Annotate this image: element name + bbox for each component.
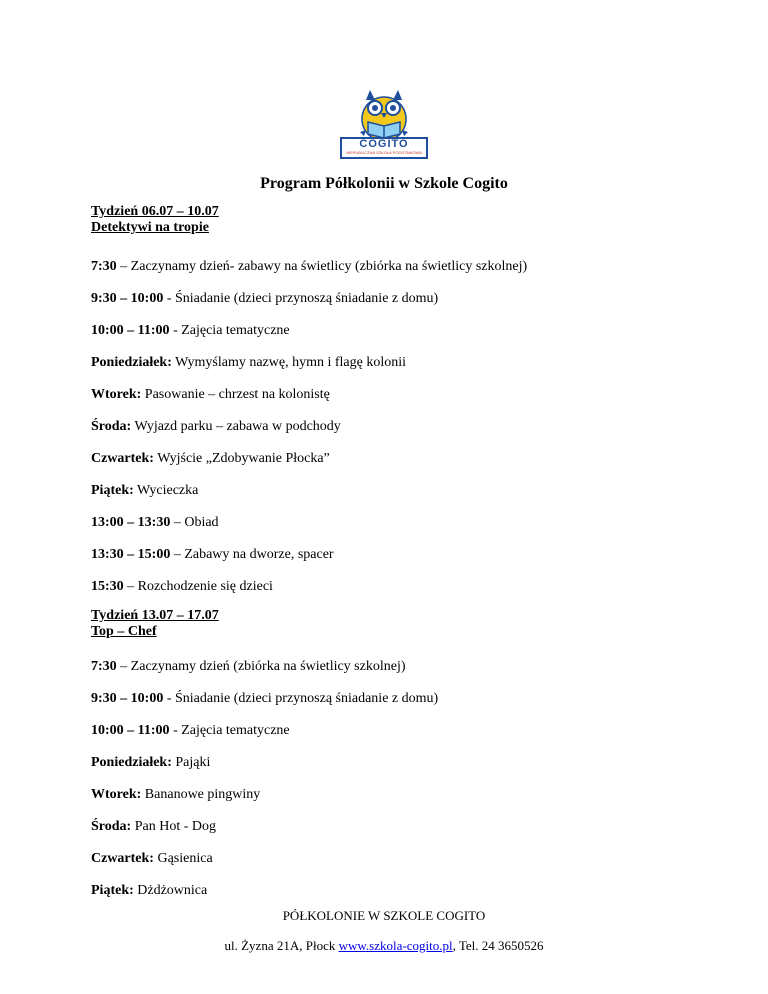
footer-address: ul. Żyzna 21A, Płock [224, 938, 339, 953]
item-text: Pająki [171, 755, 211, 770]
item-label: Piątek: [91, 883, 134, 898]
week-dates: Tydzień 06.07 – 10.07 [91, 204, 219, 219]
item-label: Piątek: [91, 483, 134, 498]
item-label: 9:30 – 10:00 [91, 291, 164, 306]
week-theme: Detektywi na tropie [91, 220, 209, 235]
item-text: Pan Hot - Dog [131, 819, 216, 834]
schedule-item [91, 690, 438, 707]
footer-phone: , Tel. 24 3650526 [452, 938, 544, 953]
item-text: – Obiad [170, 515, 219, 530]
item-label: Poniedziałek: [91, 755, 172, 770]
week-heading [91, 204, 219, 236]
logo-tagline: NIEPUBLICZNA SZKOŁA PODSTAWOWA [346, 150, 422, 155]
item-text: - Zajęcia tematyczne [169, 723, 290, 738]
item-label: 13:30 – 15:00 [91, 547, 171, 562]
schedule-item [91, 258, 527, 275]
item-text: Wymyślamy nazwę, hymn i flagę kolonii [171, 355, 407, 370]
schedule-item [91, 482, 198, 499]
item-text: Pasowanie – chrzest na kolonistę [141, 387, 330, 402]
schedule-item [91, 354, 406, 371]
item-text: Wycieczka [133, 483, 199, 498]
item-label: Wtorek: [91, 787, 142, 802]
item-text: - Zajęcia tematyczne [169, 323, 290, 338]
item-label: Środa: [91, 819, 132, 834]
schedule-item [91, 290, 438, 307]
item-label: Czwartek: [91, 851, 154, 866]
item-text: Gąsienica [153, 851, 213, 866]
item-label: 7:30 [91, 659, 117, 674]
item-text: - Śniadanie (dzieci przynoszą śniadanie z domu) [163, 291, 439, 306]
item-text: - Śniadanie (dzieci przynoszą śniadanie z domu) [163, 691, 439, 706]
item-text: – Zaczynamy dzień (zbiórka na świetlicy szkolnej) [116, 659, 406, 674]
item-text: – Zaczynamy dzień- zabawy na świetlicy (zbiórka na świetlicy szkolnej) [116, 259, 528, 274]
item-text: Wyjście „Zdobywanie Płocka” [153, 451, 330, 466]
week-dates: Tydzień 13.07 – 17.07 [91, 608, 219, 623]
item-text: – Rozchodzenie się dzieci [123, 579, 273, 594]
schedule-item [91, 546, 334, 563]
item-label: Czwartek: [91, 451, 154, 466]
item-label: 10:00 – 11:00 [91, 323, 170, 338]
schedule-item [91, 386, 330, 403]
item-text: – Zabawy na dworze, spacer [170, 547, 334, 562]
item-label: 9:30 – 10:00 [91, 691, 164, 706]
schedule-item [91, 754, 210, 771]
schedule-item [91, 850, 213, 867]
schedule-item [91, 578, 273, 595]
week-heading [91, 608, 219, 640]
item-label: 15:30 [91, 579, 124, 594]
school-logo [338, 86, 430, 160]
item-label: 10:00 – 11:00 [91, 723, 170, 738]
item-label: Poniedziałek: [91, 355, 172, 370]
item-text: Dżdżownica [133, 883, 208, 898]
footer-title: PÓŁKOLONIE W SZKOLE COGITO [282, 908, 486, 923]
website-link[interactable]: www.szkola-cogito.pl [338, 938, 453, 953]
schedule-item [91, 514, 219, 531]
schedule-item [91, 418, 341, 435]
item-label: Wtorek: [91, 387, 142, 402]
item-text: Wyjazd parku – zabawa w podchody [131, 419, 341, 434]
schedule-item [91, 450, 330, 467]
item-label: 7:30 [91, 259, 117, 274]
schedule-item [91, 658, 406, 675]
page-title: Program Półkolonii w Szkole Cogito [260, 175, 508, 192]
item-label: Środa: [91, 419, 132, 434]
item-text: Bananowe pingwiny [141, 787, 261, 802]
schedule-item [91, 882, 207, 899]
logo-brand-text: COGITO [359, 138, 409, 150]
footer-contact [0, 938, 768, 954]
schedule-item [91, 818, 216, 835]
schedule-item [91, 786, 260, 803]
schedule-item [91, 322, 290, 339]
week-theme: Top – Chef [91, 624, 157, 639]
schedule-item [91, 722, 290, 739]
item-label: 13:00 – 13:30 [91, 515, 171, 530]
